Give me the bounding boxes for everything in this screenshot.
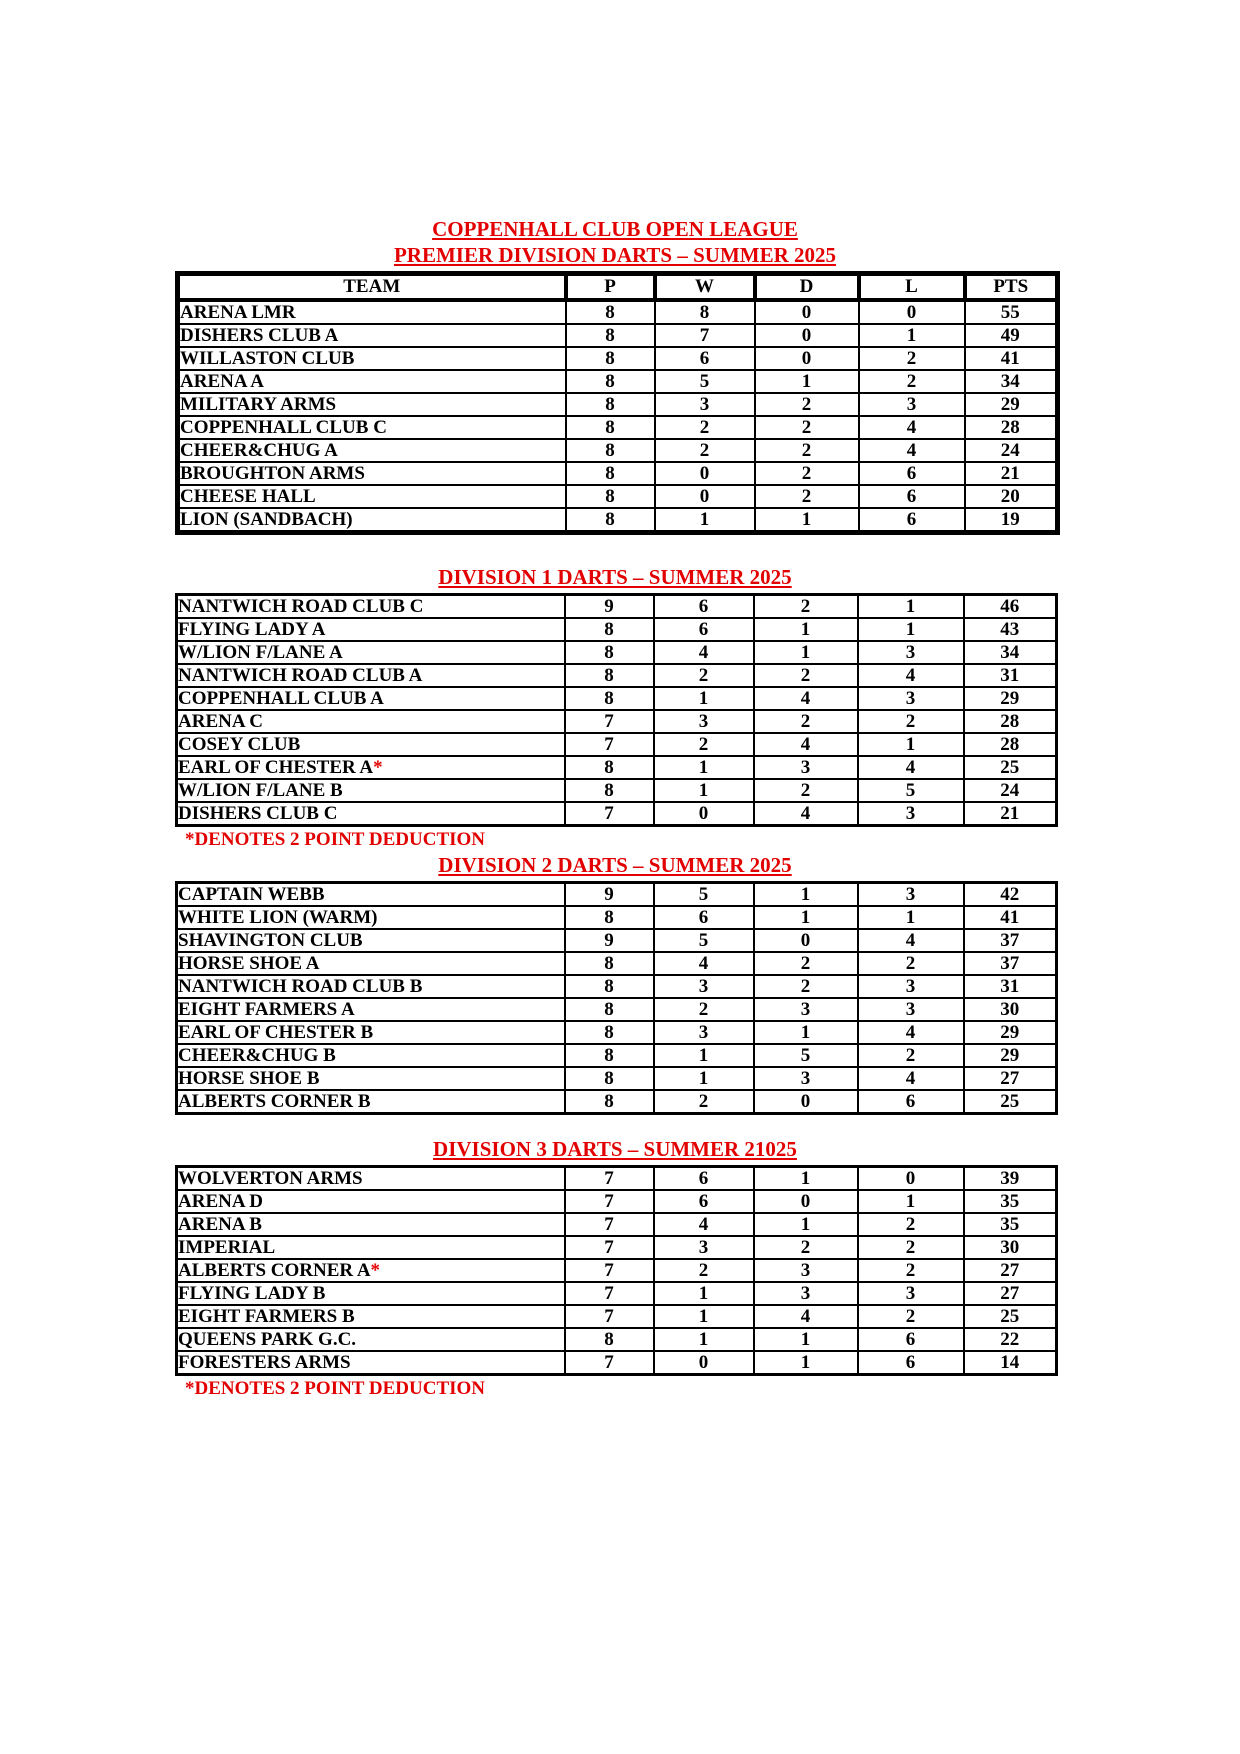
stat-pts: 28 [965,416,1058,439]
stat-l: 1 [858,733,964,756]
stat-w: 1 [654,687,754,710]
stat-p: 7 [565,1236,654,1259]
stat-pts: 25 [964,1305,1057,1328]
table-row [177,1090,1057,1114]
table-row [178,508,1058,533]
stat-d: 1 [754,1021,858,1044]
table-row [177,595,1057,619]
stat-l: 4 [858,756,964,779]
stat-d: 0 [755,347,859,370]
stat-p: 8 [565,975,654,998]
stat-d: 1 [755,508,859,533]
stat-d: 1 [754,883,858,907]
table-row [177,1021,1057,1044]
stat-pts: 25 [964,756,1057,779]
stat-d: 1 [754,1328,858,1351]
stat-pts: 43 [964,618,1057,641]
table-row [177,779,1057,802]
col-header-drawn: D [755,274,859,301]
stat-p: 8 [565,618,654,641]
team-name: CHEER&CHUG A [178,439,566,462]
stat-pts: 39 [964,1167,1057,1191]
team-name: MILITARY ARMS [178,393,566,416]
stat-l: 4 [858,664,964,687]
table-row [177,975,1057,998]
division2-table [175,881,1058,1115]
stat-w: 1 [654,779,754,802]
deduction-asterisk: * [373,757,383,778]
team-name: ARENA C [177,710,565,733]
stat-w: 1 [654,1067,754,1090]
team-name: WOLVERTON ARMS [177,1167,565,1191]
stat-l: 2 [858,710,964,733]
team-name: NANTWICH ROAD CLUB A [177,664,565,687]
stat-d: 2 [754,975,858,998]
stat-d: 4 [754,1305,858,1328]
stat-pts: 30 [964,1236,1057,1259]
stat-d: 2 [755,439,859,462]
stat-p: 8 [566,462,655,485]
stat-l: 6 [858,1090,964,1114]
stat-l: 6 [858,1351,964,1375]
team-name: SHAVINGTON CLUB [177,929,565,952]
table-row [178,416,1058,439]
stat-w: 5 [655,370,755,393]
team-name: EARL OF CHESTER B [177,1021,565,1044]
stat-w: 4 [654,1213,754,1236]
stat-l: 4 [859,416,965,439]
stat-p: 8 [566,416,655,439]
stat-l: 3 [858,1282,964,1305]
table-row [177,641,1057,664]
stat-p: 8 [566,485,655,508]
stat-w: 2 [655,439,755,462]
stat-pts: 28 [964,733,1057,756]
stat-l: 3 [858,883,964,907]
table-row [177,687,1057,710]
table-row [178,300,1058,324]
team-name: WILLASTON CLUB [178,347,566,370]
stat-d: 2 [755,416,859,439]
division1-table [175,593,1058,827]
stat-d: 3 [754,1282,858,1305]
stat-p: 7 [565,1213,654,1236]
team-name: ARENA B [177,1213,565,1236]
stat-p: 8 [565,756,654,779]
premier-division-title: PREMIER DIVISION DARTS – SUMMER 2025 [393,243,837,267]
team-name: W/LION F/LANE A [177,641,565,664]
stat-pts: 21 [965,462,1058,485]
stat-l: 0 [858,1167,964,1191]
stat-p: 7 [565,1282,654,1305]
table-row [177,1259,1057,1282]
table-row [177,733,1057,756]
stat-d: 1 [754,1213,858,1236]
stat-pts: 35 [964,1213,1057,1236]
stat-w: 5 [654,929,754,952]
stat-w: 0 [655,462,755,485]
stat-w: 2 [654,1259,754,1282]
team-name: NANTWICH ROAD CLUB B [177,975,565,998]
stat-l: 2 [858,1305,964,1328]
premier-division-table [175,271,1060,535]
table-row [177,1305,1057,1328]
stat-l: 1 [858,595,964,619]
team-name: CHEER&CHUG B [177,1044,565,1067]
stat-d: 5 [754,1044,858,1067]
stat-w: 1 [654,1282,754,1305]
stat-p: 8 [565,687,654,710]
stat-w: 6 [654,906,754,929]
team-name: FLYING LADY B [177,1282,565,1305]
team-name: NANTWICH ROAD CLUB C [177,595,565,619]
stat-d: 1 [755,370,859,393]
table-row [177,1236,1057,1259]
stat-pts: 24 [964,779,1057,802]
col-header-played: P [566,274,655,301]
stat-l: 0 [859,300,965,324]
stat-l: 2 [858,1259,964,1282]
stat-p: 8 [565,1090,654,1114]
stat-p: 7 [565,1259,654,1282]
stat-p: 7 [565,1351,654,1375]
stat-d: 1 [754,906,858,929]
stat-l: 1 [858,618,964,641]
stat-w: 2 [654,664,754,687]
stat-p: 8 [565,664,654,687]
stat-l: 2 [858,1044,964,1067]
table-row [177,906,1057,929]
table-row [178,324,1058,347]
stat-d: 3 [754,756,858,779]
stat-p: 7 [565,710,654,733]
stat-w: 1 [654,1328,754,1351]
stat-p: 8 [565,1021,654,1044]
document-content [175,0,1055,1400]
table-row [177,883,1057,907]
team-name: COPPENHALL CLUB C [178,416,566,439]
stat-d: 2 [755,393,859,416]
stat-d: 2 [754,1236,858,1259]
stat-pts: 46 [964,595,1057,619]
table-row [177,1190,1057,1213]
stat-p: 9 [565,883,654,907]
stat-d: 2 [755,462,859,485]
team-name: EIGHT FARMERS A [177,998,565,1021]
stat-pts: 55 [965,300,1058,324]
stat-w: 7 [655,324,755,347]
stat-w: 1 [654,1305,754,1328]
col-header-lost: L [859,274,965,301]
stat-l: 6 [859,485,965,508]
stat-d: 0 [754,1090,858,1114]
team-name: ALBERTS CORNER A* [177,1259,565,1282]
stat-p: 8 [565,641,654,664]
deduction-asterisk: * [370,1260,381,1281]
col-header-points: PTS [965,274,1058,301]
stat-w: 1 [654,756,754,779]
team-name: FORESTERS ARMS [177,1351,565,1375]
stat-d: 2 [755,485,859,508]
col-header-team: TEAM [178,274,566,301]
stat-p: 7 [565,1305,654,1328]
stat-p: 8 [565,906,654,929]
division2-title: DIVISION 2 DARTS – SUMMER 2025 [438,853,792,877]
table-row [177,998,1057,1021]
stat-w: 6 [654,1190,754,1213]
team-name: ARENA D [177,1190,565,1213]
table-row [177,710,1057,733]
stat-d: 3 [754,1067,858,1090]
stat-l: 4 [858,1067,964,1090]
stat-d: 1 [754,618,858,641]
col-header-won: W [655,274,755,301]
team-name: COSEY CLUB [177,733,565,756]
stat-p: 8 [565,1328,654,1351]
stat-pts: 19 [965,508,1058,533]
stat-pts: 49 [965,324,1058,347]
stat-p: 8 [565,952,654,975]
stat-d: 0 [755,324,859,347]
team-name: HORSE SHOE A [177,952,565,975]
division3-title: DIVISION 3 DARTS – SUMMER 21025 [433,1137,797,1161]
stat-p: 8 [566,370,655,393]
stat-p: 8 [566,300,655,324]
table-row [178,485,1058,508]
team-name: ARENA A [178,370,566,393]
stat-w: 6 [654,595,754,619]
stat-p: 7 [565,733,654,756]
table-row [177,1067,1057,1090]
stat-d: 1 [754,1167,858,1191]
stat-p: 9 [565,929,654,952]
table-row [177,664,1057,687]
stat-d: 1 [754,641,858,664]
stat-pts: 29 [965,393,1058,416]
stat-p: 8 [565,779,654,802]
stat-l: 2 [858,1236,964,1259]
stat-l: 5 [858,779,964,802]
stat-l: 1 [858,906,964,929]
stat-w: 5 [654,883,754,907]
team-name: FLYING LADY A [177,618,565,641]
stat-w: 0 [655,485,755,508]
stat-pts: 41 [965,347,1058,370]
team-name: EIGHT FARMERS B [177,1305,565,1328]
stat-w: 2 [654,998,754,1021]
stat-l: 4 [858,1021,964,1044]
stat-d: 0 [754,929,858,952]
stat-w: 2 [655,416,755,439]
stat-pts: 41 [964,906,1057,929]
table-row [177,1282,1057,1305]
stat-pts: 37 [964,929,1057,952]
stat-pts: 35 [964,1190,1057,1213]
team-name: W/LION F/LANE B [177,779,565,802]
stat-p: 7 [565,1190,654,1213]
team-name: ARENA LMR [178,300,566,324]
stat-d: 3 [754,1259,858,1282]
stat-l: 6 [859,508,965,533]
team-name: BROUGHTON ARMS [178,462,566,485]
stat-p: 8 [566,347,655,370]
table-header-row [178,274,1058,301]
team-name: CHEESE HALL [178,485,566,508]
stat-p: 7 [565,802,654,826]
stat-p: 8 [566,393,655,416]
stat-l: 4 [858,929,964,952]
stat-p: 8 [565,1067,654,1090]
stat-pts: 21 [964,802,1057,826]
stat-w: 6 [654,618,754,641]
team-name: DISHERS CLUB C [177,802,565,826]
stat-w: 0 [654,1351,754,1375]
stat-l: 2 [859,347,965,370]
stat-w: 6 [655,347,755,370]
stat-d: 2 [754,710,858,733]
stat-pts: 30 [964,998,1057,1021]
stat-p: 8 [566,439,655,462]
stat-p: 9 [565,595,654,619]
team-name: IMPERIAL [177,1236,565,1259]
stat-d: 3 [754,998,858,1021]
table-row [177,952,1057,975]
stat-w: 4 [654,641,754,664]
stat-d: 0 [755,300,859,324]
stat-l: 1 [858,1190,964,1213]
table-row [177,1351,1057,1375]
stat-l: 2 [858,952,964,975]
stat-d: 0 [754,1190,858,1213]
table-row [178,370,1058,393]
stat-pts: 31 [964,664,1057,687]
team-name: CAPTAIN WEBB [177,883,565,907]
table-row [178,347,1058,370]
deduction-note-2: *DENOTES 2 POINT DEDUCTION [185,1378,486,1399]
table-row [178,439,1058,462]
stat-w: 8 [655,300,755,324]
stat-w: 3 [655,393,755,416]
stat-pts: 25 [964,1090,1057,1114]
stat-d: 1 [754,1351,858,1375]
stat-pts: 20 [965,485,1058,508]
stat-l: 3 [859,393,965,416]
table-row [177,1328,1057,1351]
stat-w: 0 [654,802,754,826]
table-row [177,618,1057,641]
stat-d: 4 [754,687,858,710]
stat-w: 1 [655,508,755,533]
stat-pts: 42 [964,883,1057,907]
stat-d: 2 [754,595,858,619]
stat-l: 4 [859,439,965,462]
stat-w: 3 [654,1021,754,1044]
stat-p: 8 [566,508,655,533]
stat-pts: 27 [964,1259,1057,1282]
stat-w: 3 [654,710,754,733]
stat-pts: 29 [964,687,1057,710]
team-name: EARL OF CHESTER A* [177,756,565,779]
team-name: LION (SANDBACH) [178,508,566,533]
team-name: ALBERTS CORNER B [177,1090,565,1114]
team-name: QUEENS PARK G.C. [177,1328,565,1351]
table-row [177,802,1057,826]
stat-l: 1 [859,324,965,347]
stat-pts: 28 [964,710,1057,733]
stat-pts: 27 [964,1282,1057,1305]
stat-l: 3 [858,641,964,664]
stat-pts: 34 [964,641,1057,664]
stat-pts: 27 [964,1067,1057,1090]
stat-d: 2 [754,779,858,802]
team-name: HORSE SHOE B [177,1067,565,1090]
table-row [177,1044,1057,1067]
stat-w: 3 [654,975,754,998]
team-name: DISHERS CLUB A [178,324,566,347]
table-row [177,1213,1057,1236]
stat-l: 2 [858,1213,964,1236]
stat-pts: 29 [964,1044,1057,1067]
team-name: WHITE LION (WARM) [177,906,565,929]
stat-w: 1 [654,1044,754,1067]
stat-w: 2 [654,733,754,756]
stat-l: 3 [858,975,964,998]
stat-l: 3 [858,687,964,710]
stat-w: 2 [654,1090,754,1114]
stat-l: 6 [859,462,965,485]
table-row [177,929,1057,952]
stat-pts: 22 [964,1328,1057,1351]
stat-pts: 29 [964,1021,1057,1044]
table-row [177,756,1057,779]
deduction-note-1: *DENOTES 2 POINT DEDUCTION [185,829,486,850]
stat-w: 4 [654,952,754,975]
stat-d: 2 [754,664,858,687]
table-row [177,1167,1057,1191]
stat-w: 3 [654,1236,754,1259]
stat-p: 7 [565,1167,654,1191]
stat-d: 4 [754,733,858,756]
stat-w: 6 [654,1167,754,1191]
stat-p: 8 [565,1044,654,1067]
stat-pts: 24 [965,439,1058,462]
stat-d: 2 [754,952,858,975]
stat-l: 3 [858,802,964,826]
stat-l: 6 [858,1328,964,1351]
table-row [178,462,1058,485]
division1-title: DIVISION 1 DARTS – SUMMER 2025 [438,565,792,589]
team-name: COPPENHALL CLUB A [177,687,565,710]
page-title: COPPENHALL CLUB OPEN LEAGUE [432,217,798,241]
stat-p: 8 [566,324,655,347]
stat-pts: 14 [964,1351,1057,1375]
stat-d: 4 [754,802,858,826]
division3-table [175,1165,1058,1376]
stat-pts: 34 [965,370,1058,393]
stat-pts: 31 [964,975,1057,998]
stat-p: 8 [565,998,654,1021]
stat-l: 3 [858,998,964,1021]
stat-pts: 37 [964,952,1057,975]
table-row [178,393,1058,416]
stat-l: 2 [859,370,965,393]
